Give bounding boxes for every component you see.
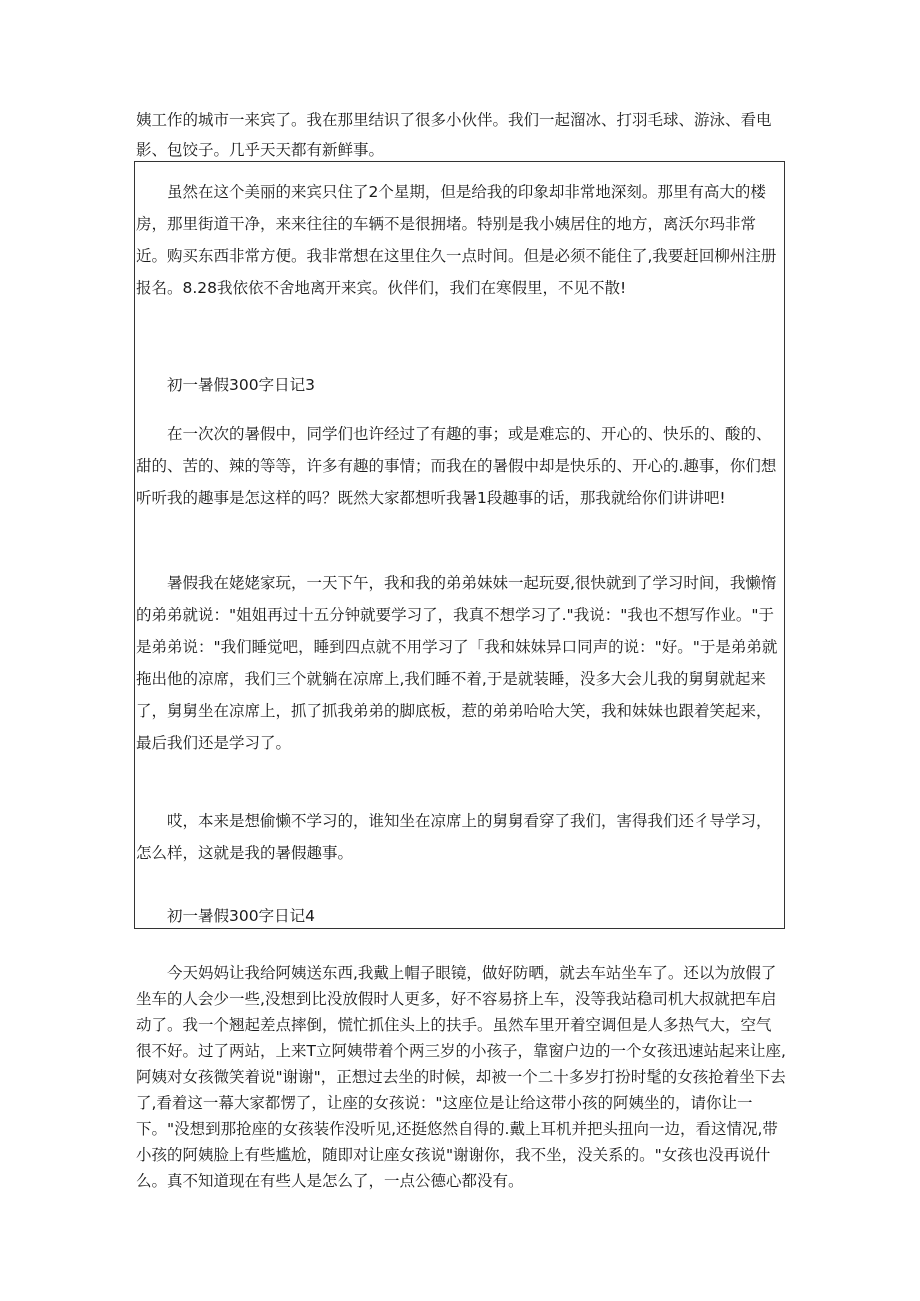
boxed-paragraph-2: 在一次次的暑假中，同学们也许经过了有趣的事；或是难忘的、开心的、快乐的、酸的、甜的、苦的、辣的等等，许多有趣的事情；而我在的暑假中却是快乐的、开心的.趣事，你们想听听我的趣事是怎这样的吗？既然大家都想听我暑1段趣事的话，那我就给你们讲讲吧! xyxy=(136,425,777,507)
bottom-paragraph: 今天妈妈让我给阿姨送东西,我戴上帽子眼镜，做好防晒，就去车站坐车了。还以为放假了坐车的人会少一些,没想到比没放假时人更多，好不容易挤上车，没等我站稳司机大叔就把车启动了。我一个翘起差点摔倒，慌忙抓住头上的扶手。虽然车里开着空调但是人多热气大，空气很不好。过了两站，上来T立阿姨带着个两三岁的小孩子，靠窗户边的一个女孩迅速站起来让座,阿姨对女孩微笑着说"谢谢"，正想过去坐的时候，却被一个二十多岁打扮时髦的女孩抢着坐下去了,看着这一幕大家都愣了，让座的女孩说："这座位是让给这带小孩的阿姨坐的，请你让一下。"没想到那抢座的女孩装作没听见,还挺悠然自得的.戴上耳机并把头扭向一边，看这情况,带小孩的阿姨脸上有些尴尬，随即对让座女孩说"谢谢你，我不坐，没关系的。"女孩也没再说什么。真不知道现在有些人是怎么了，一点公德心都没有。 xyxy=(136,964,786,1190)
intro-paragraph: 姨工作的城市一来宾了。我在那里结识了很多小伙伴。我们一起溜冰、打羽毛球、游泳、看电影、包饺子。几乎天天都有新鲜事。 xyxy=(136,111,772,159)
boxed-paragraph-4: 哎，本来是想偷懒不学习的，谁知坐在凉席上的舅舅看穿了我们，害得我们还彳导学习，怎么样，这就是我的暑假趣事。 xyxy=(136,812,772,862)
boxed-paragraph-3: 暑假我在姥姥家玩，一天下午，我和我的弟弟妹妹一起玩耍,很快就到了学习时间，我懒惰的弟弟就说："姐姐再过十五分钟就要学习了，我真不想学习了."我说："我也不想写作业。"于是弟弟说："我们睡觉吧，睡到四点就不用学习了「我和妹妹异口同声的说："好。"于是弟弟就拖出他的凉席，我们三个就躺在凉席上,我们睡不着,于是就装睡，没多大会儿我的舅舅就起来了，舅舅坐在凉席上，抓了抓我弟弟的脚底板，惹的弟弟哈哈大笑，我和妹妹也跟着笑起来，最后我们还是学习了。 xyxy=(136,574,778,752)
diary-heading-3: 初一暑假300字日记3 xyxy=(167,376,315,394)
boxed-paragraph-1: 虽然在这个美丽的来宾只住了2个星期，但是给我的印象却非常地深刻。那里有高大的楼房，那里街道干净，来来往往的车辆不是很拥堵。特别是我小姨居住的地方，离沃尔玛非常近。购买东西非常方便。我非常想在这里住久一点时间。但是必须不能住了,我要赶回柳州注册报名。8.28我依依不舍地离开来宾。伙伴们，我们在寒假里，不见不散! xyxy=(136,183,777,297)
bordered-text-box xyxy=(134,161,785,929)
diary-heading-4: 初一暑假300字日记4 xyxy=(167,907,315,925)
